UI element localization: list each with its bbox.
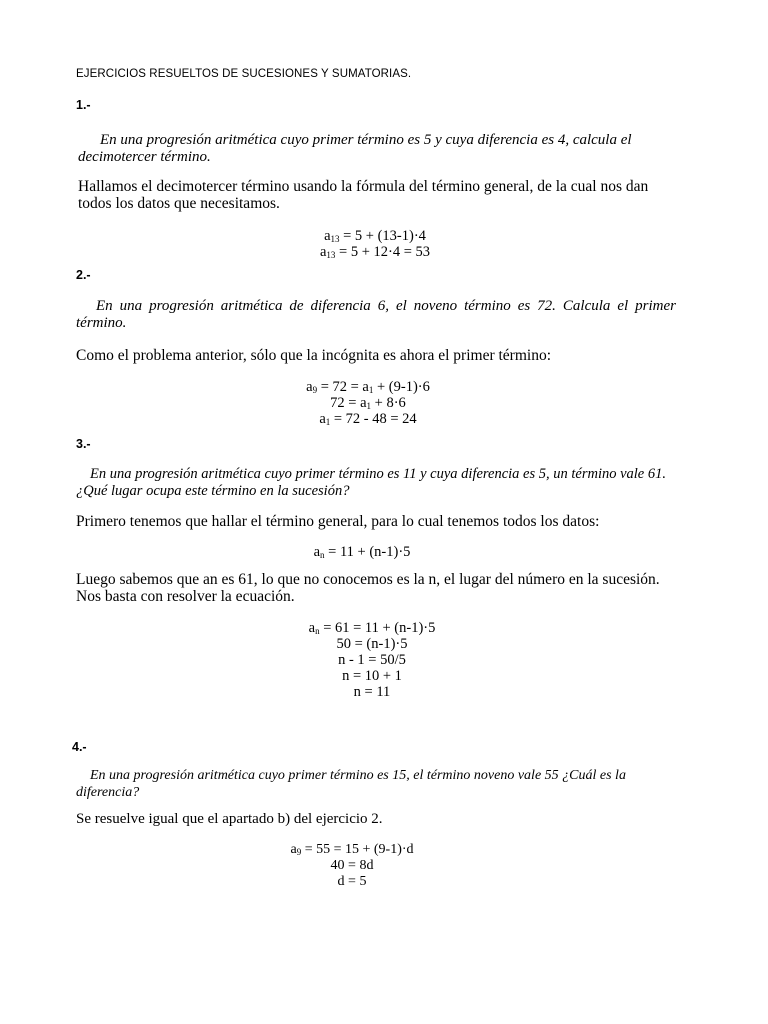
exercise-4-explanation: Se resuelve igual que el apartado b) del ejercicio 2. (76, 811, 383, 827)
exercise-3-equation-3: n - 1 = 50/5 (338, 652, 406, 668)
exercise-1-equation-1: $a_{13} = 5 + (13-1)\cdot 4$ (324, 228, 426, 244)
exercise-2-equation-1: $a_9 = 72 = a_1 + (9-1)\cdot 6$ (306, 379, 430, 395)
exercise-1-equation-2: $a_{13} = 5 + 12\cdot 4 = 53$ (319, 244, 431, 260)
exercise-3-general-equation: $a_n = 11 + (n-1)\cdot 5$ (313, 544, 411, 560)
exercise-3-equation-1: $a_n = 61 = 11 + (n-1)\cdot 5$ (308, 620, 436, 636)
exercise-3-statement: En una progresión aritmética cuyo primer término es 11 y cuya diferencia es 5, un término vale 61. ¿Qué lugar ocupa este término en la sucesión? (76, 466, 666, 499)
exercise-1-number: 1.- (76, 98, 91, 112)
exercise-2-equation-3: $a_1 = 72 - 48 = 24$ (319, 411, 417, 427)
exercise-4-statement: En una progresión aritmética cuyo primer término es 15, el término noveno vale 55 ¿Cuál es la diferencia? (76, 768, 626, 800)
exercise-1-statement: En una progresión aritmética cuyo primer término es 5 y cuya diferencia es 4, calcula el decimotercer término. (78, 132, 632, 165)
exercise-3-equation-4: n = 10 + 1 (342, 668, 402, 684)
exercise-4-number: 4.- (72, 740, 87, 754)
exercise-3-equation-2: 50 = (n-1)·5 (336, 636, 408, 652)
exercise-3-explanation: Primero tenemos que hallar el término general, para lo cual tenemos todos los datos: (76, 513, 600, 530)
exercise-2-explanation: Como el problema anterior, sólo que la incógnita es ahora el primer término: (76, 347, 551, 364)
exercise-2-number: 2.- (76, 268, 91, 282)
exercise-4-equation-1: $a_9 = 55 = 15 + (9-1)\cdot d$ (290, 842, 414, 857)
exercise-4-equation-2: 40 = 8d (330, 858, 374, 873)
exercise-2-equation-2: $72 = a_1 + 8\cdot 6$ (330, 395, 406, 411)
exercise-3-number: 3.- (76, 437, 91, 451)
exercise-4-equation-3: d = 5 (337, 874, 367, 889)
exercise-2-statement: En una progresión aritmética de diferencia 6, el noveno término es 72. Calcula el primer término. (76, 298, 676, 331)
exercise-3-equation-5: n = 11 (353, 684, 391, 700)
exercise-3-explanation-2: Luego sabemos que an es 61, lo que no conocemos es la n, el lugar del número en la sucesión. Nos basta con resolver la ecuación. (76, 571, 660, 605)
document-title: EJERCICIOS RESUELTOS DE SUCESIONES Y SUMATORIAS. (76, 68, 412, 80)
exercise-1-explanation: Hallamos el decimotercer término usando la fórmula del término general, de la cual nos dan todos los datos que necesitamos. (78, 178, 649, 212)
